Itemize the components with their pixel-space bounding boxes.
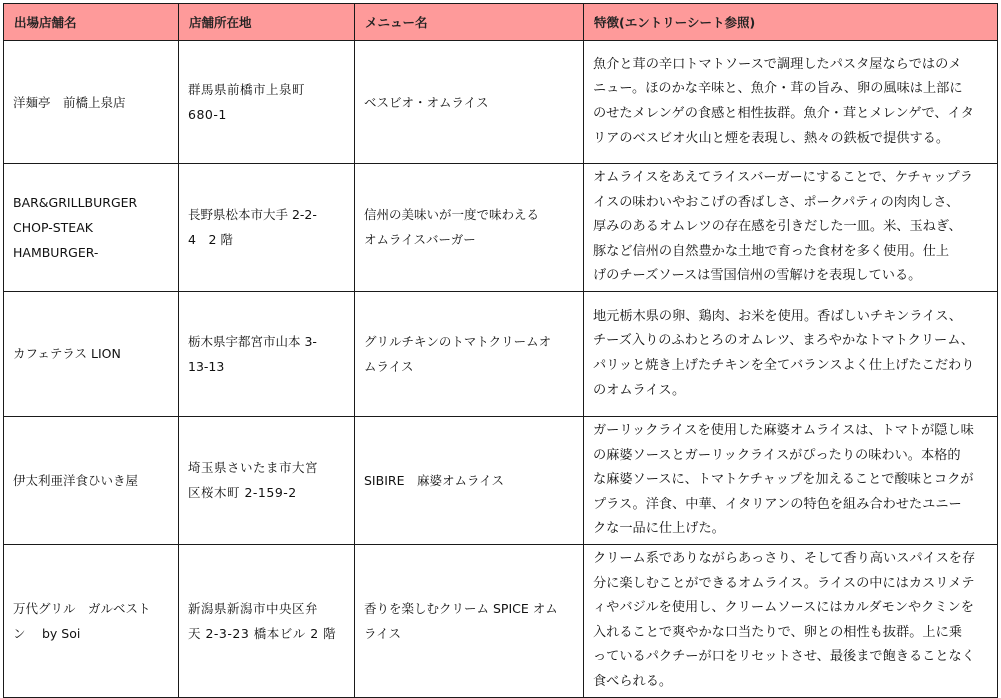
description-line: 地元栃木県の卵、鶏肉、お米を使用。香ばしいチキンライス、: [593, 308, 962, 324]
description-line: クな一品に仕上げた。: [593, 521, 725, 537]
address-line: 680-1: [188, 107, 227, 122]
menu-name-cell: [355, 416, 584, 544]
description-line: 食べられる。: [593, 673, 673, 689]
menu-name: ベスビオ・オムライス: [364, 94, 489, 110]
description-line: のオムライス。: [593, 382, 686, 398]
store-name-cell: [4, 291, 179, 416]
header-menu-name: メニュー名: [355, 4, 584, 41]
menu-name: 信州の美味いが一度で味わえる: [364, 207, 540, 223]
description-line: リアのベスビオ火山と煙を表現し、熱々の鉄板で提供する。: [593, 130, 950, 146]
address-cell: [179, 41, 355, 164]
description-line: ニュー。ほのかな辛味と、魚介・茸の旨み、卵の風味は上部に: [593, 81, 963, 97]
address-line: 埼玉県さいたま市大宮: [188, 460, 319, 476]
header-store-name: 出場店舗名: [4, 4, 179, 41]
header-row: [4, 4, 998, 41]
address-cell: [179, 416, 355, 544]
address-cell: [179, 291, 355, 416]
address-line: 区桜木町 2-159-2: [188, 485, 297, 501]
menu-name-cell: [355, 41, 584, 164]
store-name-cell: [4, 164, 179, 292]
store-name: 伊太利亜洋食ひいき屋: [13, 472, 139, 488]
description-line: の麻婆ソースとガーリックライスがぴったりの味わい。本格的: [593, 447, 961, 463]
store-name-cell: [4, 416, 179, 544]
menu-name: 香りを楽しむクリーム SPICE オム: [364, 600, 558, 616]
menu-name: ライス: [364, 625, 402, 641]
description-line: っているパクチーが口をリセットさせ、最後まで飽きることなく: [593, 649, 975, 665]
description-line: パリッと焼き上げたチキンを全てバランスよく仕上げたこだわり: [593, 357, 975, 373]
address-cell: [179, 164, 355, 292]
description-line: プラス。洋食、中華、イタリアンの特色を組み合わせたユニー: [593, 496, 962, 512]
description-line: のせたメレンゲの食感と相性抜群。魚介・茸とメレンゲで、イタ: [593, 106, 974, 121]
menu-name: オムライスバーガー: [364, 232, 476, 248]
store-name-cell: [4, 41, 179, 164]
description-line: クリーム系でありながらあっさり、そして香り高いスパイスを存: [593, 550, 976, 566]
store-name: カフェテラス LION: [13, 346, 121, 362]
description-line: チーズ入りのふわとろのオムレツ、まろやかなトマトクリーム、: [593, 333, 974, 349]
store-name: 万代グリル ガルベスト: [13, 600, 151, 616]
description-line: 厚みのあるオムレツの存在感を引きだした一皿。米、玉ねぎ、: [593, 219, 962, 235]
menu-name-cell: [355, 164, 584, 292]
table-row: [4, 291, 998, 416]
description-line: ガーリックライスを使用した麻婆オムライスは、トマトが隠し味: [593, 422, 974, 438]
description-line: げのチーズソースは雪国信州の雪解けを表現している。: [593, 268, 922, 284]
header-description: 特徴(エントリーシート参照): [584, 4, 998, 41]
address-cell: [179, 544, 355, 697]
entries-table: [3, 3, 998, 698]
table-row: [4, 41, 998, 164]
store-name: HAMBURGER-: [13, 244, 99, 260]
description-line: 入れることで爽やかな口当たりで、卵との相性も抜群。上に乗: [593, 624, 962, 640]
store-name: CHOP-STEAK: [13, 219, 93, 235]
menu-name-cell: [355, 291, 584, 416]
address-line: 栃木県宇都宮市山本 3-: [188, 333, 317, 349]
store-name-cell: [4, 544, 179, 697]
store-name: BAR&GRILLBURGER: [13, 194, 138, 210]
menu-name-cell: [355, 544, 584, 697]
description-line: 魚介と茸の辛口トマトソースで調理したパスタ屋ならではのメ: [593, 56, 962, 72]
header-store-address: 店舗所在地: [179, 4, 355, 41]
table-row: [4, 544, 998, 697]
description-line: 分に楽しむことができるオムライス。ライスの中にはカスリメテ: [593, 575, 975, 591]
menu-name: ムライス: [364, 358, 414, 374]
address-line: 天 2-3-23 橋本ビル 2 階: [188, 625, 337, 641]
description-cell: [584, 416, 998, 544]
description-cell: [584, 164, 998, 292]
description-cell: [584, 291, 998, 416]
address-line: 新潟県新潟市中央区弁: [188, 600, 319, 616]
description-line: 豚など信州の自然豊かな土地で育った食材を多く使用。仕上: [593, 243, 950, 259]
address-line: 長野県松本市大手 2-2-: [188, 207, 317, 223]
store-name: ン by Soi: [13, 625, 81, 641]
description-cell: [584, 544, 998, 697]
menu-name: SIBIRE 麻婆オムライス: [364, 472, 504, 488]
menu-name: グリルチキンのトマトクリームオ: [364, 333, 552, 349]
description-cell: [584, 41, 998, 164]
table-row: [4, 164, 998, 292]
address-line: 4 2 階: [188, 232, 233, 248]
table-row: [4, 416, 998, 544]
address-line: 13-13: [188, 358, 225, 374]
description-line: な麻婆ソースに、トマトケチャップを加えることで酸味とコクが: [593, 472, 974, 488]
address-line: 群馬県前橋市上泉町: [188, 82, 306, 97]
description-line: ィやバジルを使用し、クリームソースにはカルダモンやクミンを: [593, 600, 974, 616]
description-line: イスの味わいやおこげの香ばしさ、ポークパティの肉肉しさ、: [593, 194, 960, 210]
store-name: 洋麺亭 前橋上泉店: [13, 94, 126, 110]
description-line: オムライスをあえてライスバーガーにすることで、ケチャップラ: [593, 170, 973, 185]
